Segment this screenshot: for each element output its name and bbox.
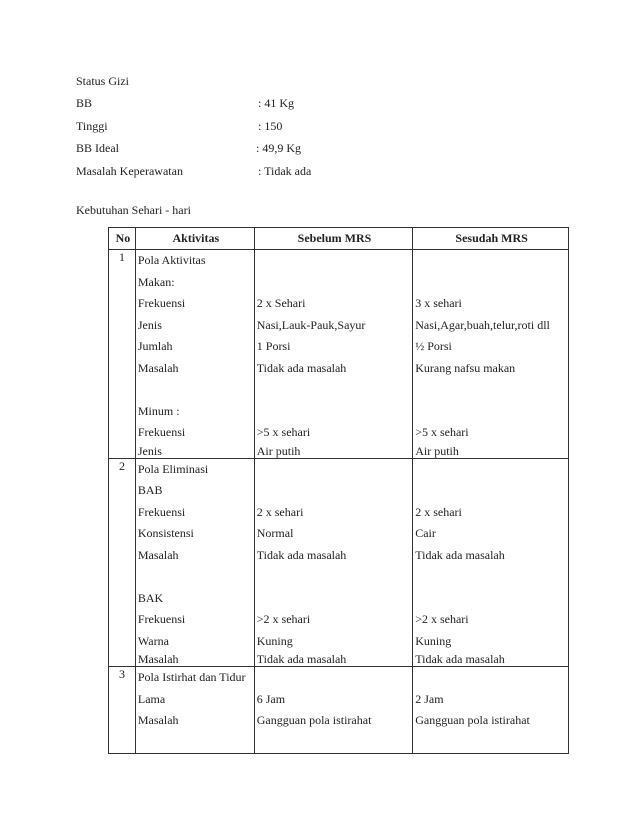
cell-line (138, 732, 254, 754)
cell-line: Frekuensi (137, 425, 186, 439)
sesudah-mrs-cell (413, 458, 569, 667)
cell-line (415, 401, 568, 423)
aktivitas-cell (135, 458, 254, 667)
status-gizi-title: Status Gizi (76, 74, 129, 88)
cell-line: 2 x Sehari (256, 296, 306, 310)
cell-line (415, 732, 568, 754)
cell-line: Gangguan pola istirahat (256, 713, 372, 727)
row-number: 3 (109, 667, 136, 754)
kebutuhan-table (108, 227, 569, 754)
cell-line (257, 667, 412, 689)
cell-line: Tidak ada masalah (256, 652, 347, 666)
status-value: : 49,9 Kg (256, 141, 301, 155)
cell-line: Kuning (256, 633, 293, 648)
cell-line: >5 x sehari (256, 425, 311, 439)
cell-line: BAK (137, 590, 164, 605)
header-sesudah-mrs: Sesudah MRS (413, 228, 569, 250)
cell-line: 3 x sehari (415, 296, 462, 310)
aktivitas-cell (135, 667, 254, 754)
cell-line: Nasi,Agar,buah,telur,roti dll (415, 317, 550, 332)
cell-line: >2 x sehari (256, 612, 311, 626)
cell-line: 2 x sehari (415, 504, 462, 519)
cell-line (257, 379, 412, 401)
cell-line (257, 401, 412, 423)
cell-line (138, 566, 254, 588)
cell-line: 2 Jam (415, 691, 444, 706)
status-value: : 150 (258, 119, 283, 133)
cell-line: Jenis (137, 443, 162, 458)
cell-line: Kurang nafsu makan (415, 360, 516, 375)
status-value: : Tidak ada (258, 164, 312, 178)
cell-line: Jumlah (137, 339, 173, 353)
sebelum-mrs-cell (254, 458, 412, 667)
cell-line (257, 250, 412, 272)
cell-line: Frekuensi (137, 612, 186, 626)
cell-line (257, 459, 412, 481)
cell-line: Frekuensi (137, 504, 186, 519)
cell-line (257, 480, 412, 502)
sebelum-mrs-cell (254, 667, 412, 754)
cell-line: Air putih (415, 443, 459, 458)
aktivitas-cell (135, 250, 254, 459)
cell-line (415, 480, 568, 502)
cell-line (257, 732, 412, 754)
cell-line: Masalah (137, 360, 179, 375)
cell-line (415, 667, 568, 689)
cell-line (415, 250, 568, 272)
status-label: Tinggi (76, 119, 108, 133)
cell-line: Tidak ada masalah (415, 652, 505, 666)
cell-line: Lama (137, 691, 166, 706)
table-row (109, 667, 569, 754)
cell-line: Tidak ada masalah (256, 547, 347, 562)
cell-line: Gangguan pola istirahat (415, 713, 530, 727)
cell-line: Warna (137, 633, 169, 648)
cell-line (257, 272, 412, 294)
cell-line (257, 588, 412, 610)
cell-line: Masalah (137, 713, 179, 727)
cell-line: BAB (137, 483, 163, 497)
cell-line (257, 566, 412, 588)
header-aktivitas: Aktivitas (135, 228, 254, 250)
cell-line: Cair (415, 526, 436, 540)
header-no: No (109, 228, 136, 250)
table-header-row (109, 228, 569, 250)
cell-line: Pola Istirhat dan Tidur (137, 670, 246, 684)
status-value: : 41 Kg (258, 96, 294, 110)
cell-line (415, 588, 568, 610)
cell-line: >2 x sehari (415, 612, 469, 626)
cell-line: Konsistensi (137, 526, 194, 540)
row-number: 1 (109, 250, 136, 459)
cell-line (138, 379, 254, 401)
cell-line: Frekuensi (137, 296, 186, 310)
cell-line: 6 Jam (256, 691, 286, 706)
cell-line: Air putih (256, 443, 301, 458)
cell-line: >5 x sehari (415, 425, 469, 439)
cell-line: 2 x sehari (256, 504, 304, 519)
sesudah-mrs-cell (413, 250, 569, 459)
cell-line: Tidak ada masalah (415, 547, 505, 562)
sebelum-mrs-cell (254, 250, 412, 459)
cell-line: 1 Porsi (256, 339, 291, 353)
status-label: BB (76, 96, 93, 110)
table-row (109, 458, 569, 667)
table-row (109, 250, 569, 459)
status-label: Masalah Keperawatan (76, 164, 183, 178)
cell-line: Minum : (137, 403, 180, 418)
cell-line: Masalah (137, 547, 179, 562)
cell-line (415, 566, 568, 588)
cell-line: Nasi,Lauk-Pauk,Sayur (256, 317, 366, 332)
row-number: 2 (109, 458, 136, 667)
cell-line: Jenis (137, 317, 162, 332)
cell-line (415, 459, 568, 481)
cell-line: Kuning (415, 633, 452, 648)
cell-line (415, 272, 568, 294)
cell-line: Normal (256, 526, 294, 540)
status-label: BB Ideal (76, 141, 119, 155)
header-sebelum-mrs: Sebelum MRS (254, 228, 412, 250)
cell-line (415, 379, 568, 401)
cell-line: Pola Aktivitas (137, 253, 206, 267)
kebutuhan-title: Kebutuhan Sehari - hari (76, 203, 191, 217)
cell-line: Tidak ada masalah (256, 360, 347, 375)
cell-line: Makan: (137, 274, 175, 289)
cell-line: Masalah (137, 652, 179, 666)
sesudah-mrs-cell (413, 667, 569, 754)
cell-line: Pola Eliminasi (137, 461, 209, 476)
cell-line: ½ Porsi (415, 339, 452, 353)
